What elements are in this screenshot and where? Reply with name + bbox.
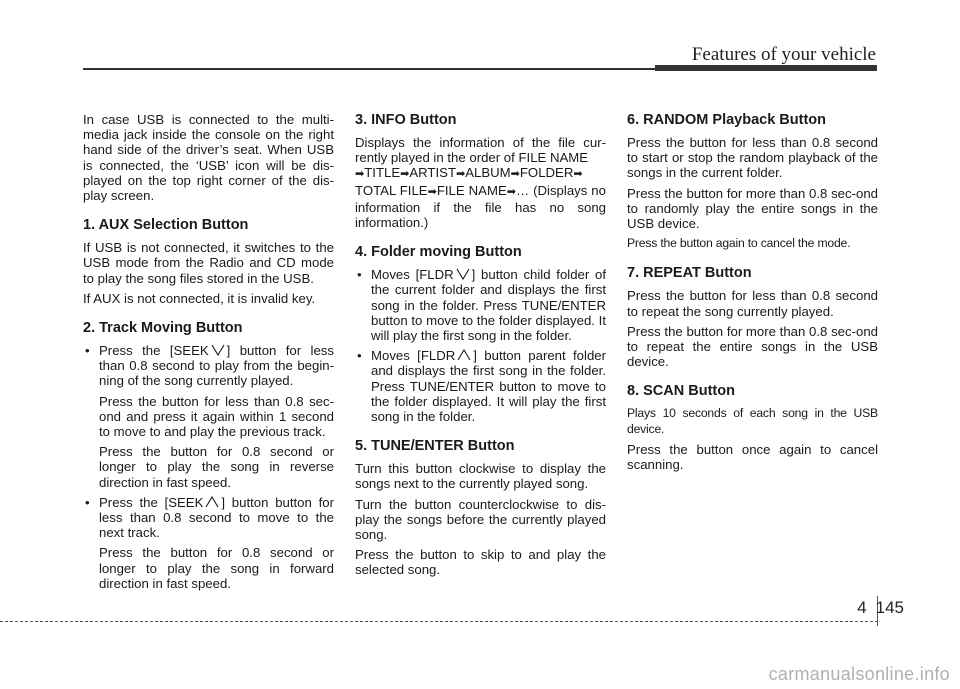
info-paragraph: Displays the information of the file cur-rently played in the order of FILE NAME ➡TITLE➡ARTIST➡ALBUM➡FOLDER➡ TOTAL FILE➡FILE NAME➡… (Displays no information if the file has no song information.) [355, 135, 606, 231]
track-heading: 2. Track Moving Button [83, 320, 243, 337]
tune-paragraph-2: Turn the button counterclockwise to dis-play the songs before the currently played song. [355, 496, 606, 543]
arrow-right-icon: ➡ [506, 185, 516, 198]
column-3 [627, 112, 878, 477]
column-1 [83, 112, 334, 596]
random-paragraph-2: Press the button for more than 0.8 sec-ond to randomly play the entire songs in the USB device. [627, 185, 878, 232]
track-bullet-2: • Press the [SEEK ] button button for less than 0.8 second to move to the next track. [83, 495, 334, 541]
footer-rule [0, 621, 878, 622]
track-bullet-1-paragraph-3: Press the button for 0.8 second or longer to play the song in reverse direction in fast speed. [99, 444, 334, 490]
tune-paragraph-3: Press the button to skip to and play the selected song. [355, 547, 606, 578]
chevron-down-icon [454, 268, 472, 280]
page-number [857, 598, 904, 618]
watermark: carmanualsonline.info [768, 664, 950, 684]
arrow-right-icon: ➡ [510, 168, 520, 181]
page-number-value: 145 [875, 598, 904, 617]
repeat-paragraph-2: Press the button for more than 0.8 sec-ond to repeat the entire songs in the USB device. [627, 323, 878, 370]
scan-paragraph-2: Press the button once again to cancel scanning. [627, 441, 878, 473]
random-paragraph-1: Press the button for less than 0.8 second to start or stop the random playback of the songs in the current folder. [627, 135, 878, 181]
tune-heading: 5. TUNE/ENTER Button [355, 438, 515, 455]
chevron-up-icon [455, 349, 473, 361]
chevron-down-icon [209, 344, 227, 356]
track-bullet-1: • Press the [SEEK ] button for less than 0.8 second to play from the begin-ning of the song currently played. [83, 343, 334, 389]
aux-heading: 1. AUX Selection Button [83, 217, 249, 234]
scan-heading: 8. SCAN Button [627, 383, 735, 400]
tune-paragraph-1: Turn this button clockwise to display the songs next to the currently played song. [355, 461, 606, 492]
aux-paragraph-2: If AUX is not connected, it is invalid key. [83, 290, 316, 306]
random-paragraph-3: Press the button again to cancel the mode. [627, 236, 851, 251]
track-bullet-2-paragraph-2: Press the button for 0.8 second or longer to play the song in forward direction in fast speed. [99, 545, 334, 591]
arrow-right-icon: ➡ [400, 168, 410, 181]
aux-paragraph-1: If USB is not connected, it switches to the USB mode from the Radio and CD mode to play the song files stored in the USB. [83, 240, 334, 286]
repeat-paragraph-1: Press the button for less than 0.8 second to repeat the song currently played. [627, 288, 878, 319]
header-title: Features of your vehicle [691, 44, 876, 65]
folder-bullet-2: • Moves [FLDR ] button parent folder and displays the first song in the folder. Press TUNE/ENTER button to move to the folder displayed. It will play the first song in the folder. [355, 348, 606, 424]
chapter-number: 4 [857, 598, 867, 617]
track-bullet-1-paragraph-2: Press the button for less than 0.8 sec-ond and press it again within 1 second to move to and play the previous track. [99, 393, 334, 440]
intro-paragraph: In case USB is connected to the multi-media jack inside the console on the right hand side of the driver’s seat. When USB is connected, the ‘USB’ icon will be dis-played on the top right corner of the dis-play screen. [83, 112, 334, 204]
folder-bullet-1: • Moves [FLDR ] button child folder of the current folder and displays the first song in the folder. Press TUNE/ENTER button to move to the folder displayed. It will play the first song in the folder. [355, 267, 606, 343]
folder-heading: 4. Folder moving Button [355, 244, 522, 261]
info-heading: 3. INFO Button [355, 112, 457, 128]
column-2 [355, 112, 606, 583]
arrow-right-icon: ➡ [355, 168, 365, 181]
header-rule-accent [655, 65, 877, 71]
arrow-right-icon: ➡ [456, 168, 466, 181]
arrow-right-icon: ➡ [573, 168, 583, 181]
random-heading: 6. RANDOM Playback Button [627, 112, 826, 128]
scan-paragraph-1: Plays 10 seconds of each song in the USB device. [627, 406, 878, 436]
repeat-heading: 7. REPEAT Button [627, 265, 752, 282]
chevron-up-icon [203, 496, 221, 508]
arrow-right-icon: ➡ [427, 185, 437, 198]
